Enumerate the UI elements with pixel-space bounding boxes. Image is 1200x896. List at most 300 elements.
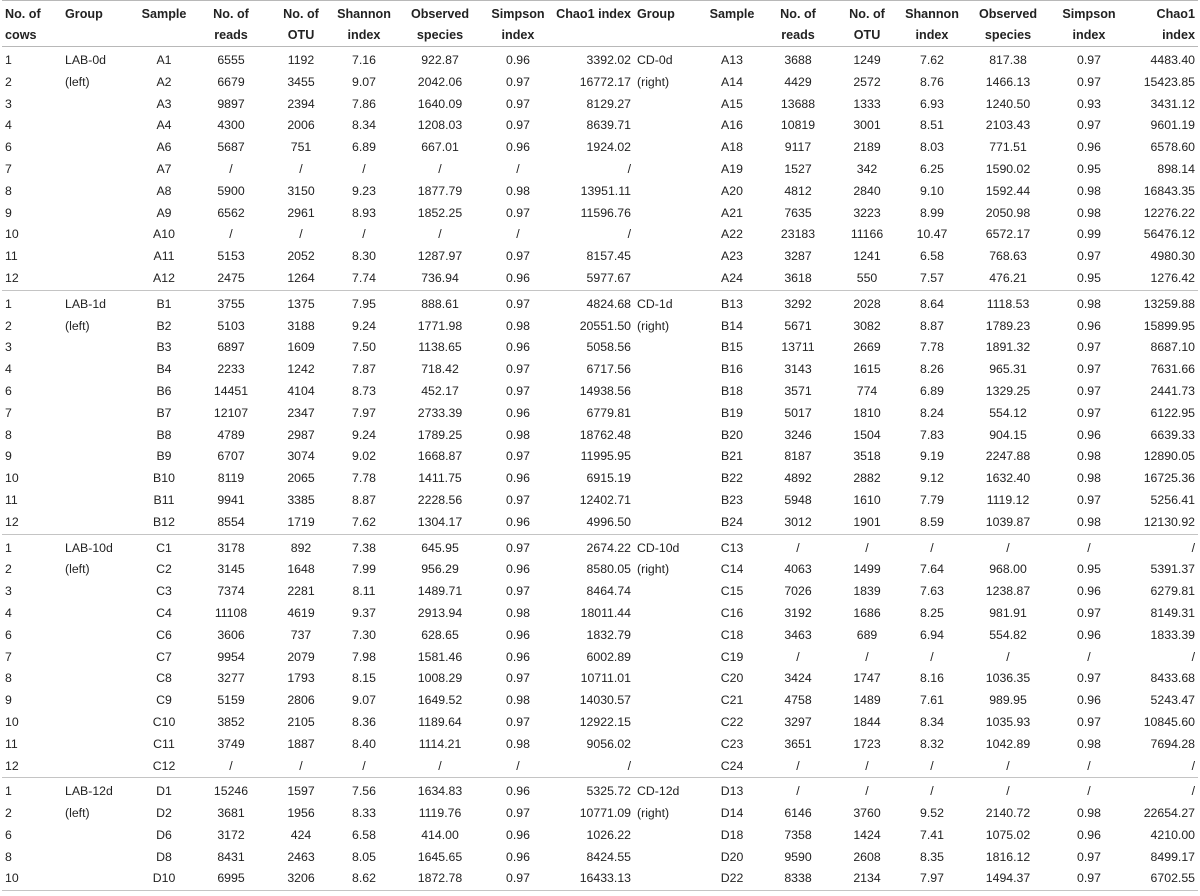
cell: 0.97 bbox=[506, 296, 530, 311]
cell: 12402.71 bbox=[579, 492, 631, 507]
cell: 8424.55 bbox=[586, 849, 631, 864]
cell: D10 bbox=[134, 868, 194, 890]
table-row bbox=[2, 625, 1198, 647]
cow-number: 1 bbox=[5, 540, 12, 555]
cell: 0.97 bbox=[486, 868, 550, 890]
cell: 14451 bbox=[213, 383, 249, 398]
cell: B22 bbox=[721, 471, 743, 486]
group-empty bbox=[62, 825, 134, 847]
cell: 8187 bbox=[784, 449, 812, 464]
cell: 0.96 bbox=[1077, 693, 1101, 708]
cell: 9941 bbox=[217, 492, 245, 507]
cell: / bbox=[1087, 784, 1091, 799]
cow-number: 2 bbox=[5, 318, 12, 333]
cell: D2 bbox=[156, 806, 172, 821]
cell: / bbox=[516, 161, 520, 176]
cell: 7374 bbox=[217, 584, 245, 599]
cell: 8.11 bbox=[352, 584, 376, 599]
table-row bbox=[2, 246, 1198, 268]
cell: 6572.17 bbox=[985, 227, 1031, 242]
cell: 8.87 bbox=[352, 492, 376, 507]
group-empty bbox=[634, 359, 702, 381]
cell: 2475 bbox=[194, 268, 268, 290]
cell: 2961 bbox=[287, 205, 315, 220]
cell: 768.63 bbox=[989, 249, 1027, 264]
cell: 737 bbox=[290, 627, 312, 642]
group-label: LAB-0d bbox=[65, 53, 107, 67]
table-row bbox=[2, 47, 1198, 72]
cell: / bbox=[964, 756, 1052, 778]
group-empty bbox=[634, 868, 702, 890]
cell: B4 bbox=[156, 362, 172, 377]
cell: 0.96 bbox=[506, 849, 530, 864]
cell: 0.97 bbox=[1077, 340, 1101, 355]
cell: B20 bbox=[721, 427, 743, 442]
cell: 8149.31 bbox=[1150, 605, 1195, 620]
cell: 1026.22 bbox=[586, 827, 631, 842]
cell: A9 bbox=[156, 205, 172, 220]
cell: 18762.48 bbox=[579, 427, 631, 442]
table-row bbox=[2, 290, 1198, 315]
cell: / bbox=[394, 756, 486, 778]
cell: 8464.74 bbox=[586, 584, 631, 599]
cell: 9897 bbox=[217, 96, 245, 111]
table-body bbox=[2, 47, 1198, 891]
cell: B1 bbox=[156, 296, 172, 311]
cell: 0.98 bbox=[506, 605, 530, 620]
group-side: (right) bbox=[637, 806, 670, 821]
cell: 1887 bbox=[287, 736, 315, 751]
cell: / bbox=[1052, 756, 1126, 778]
group-empty bbox=[634, 203, 702, 225]
cell: 7.64 bbox=[920, 562, 944, 577]
cell: / bbox=[268, 756, 334, 778]
cell: 0.97 bbox=[506, 249, 530, 264]
header-row bbox=[2, 1, 1198, 47]
cell: 3681 bbox=[217, 806, 245, 821]
cell: 1527 bbox=[784, 161, 812, 176]
cell: 645.95 bbox=[421, 540, 459, 555]
cell: 2006 bbox=[287, 118, 315, 133]
cell: 6146 bbox=[784, 806, 812, 821]
cell: 1901 bbox=[834, 512, 900, 534]
cell: 2189 bbox=[853, 140, 881, 155]
cell: 3688 bbox=[784, 53, 812, 67]
cell: 3385 bbox=[287, 492, 315, 507]
cell: 9.02 bbox=[352, 449, 376, 464]
group-empty bbox=[634, 825, 702, 847]
group-empty bbox=[62, 137, 134, 159]
cell: 8.73 bbox=[352, 383, 376, 398]
cell: 3001 bbox=[853, 118, 881, 133]
cell: 0.98 bbox=[1077, 183, 1101, 198]
group-empty bbox=[62, 246, 134, 268]
cell: 10845.60 bbox=[1143, 714, 1195, 729]
cell: 0.98 bbox=[1077, 736, 1101, 751]
cell: 10771.09 bbox=[579, 806, 631, 821]
cow-number: 4 bbox=[5, 605, 12, 620]
table-row bbox=[2, 203, 1198, 225]
cell: 3277 bbox=[217, 671, 245, 686]
cell: C1 bbox=[156, 540, 172, 555]
group-empty bbox=[634, 115, 702, 137]
cell: 8499.17 bbox=[1150, 849, 1195, 864]
cell: 7.62 bbox=[920, 53, 944, 67]
cell: 2913.94 bbox=[417, 605, 463, 620]
cell: C16 bbox=[720, 605, 744, 620]
cell: 16725.36 bbox=[1143, 471, 1195, 486]
cell: A22 bbox=[721, 227, 743, 242]
cell: 3145 bbox=[217, 562, 245, 577]
cell: 2052 bbox=[287, 249, 315, 264]
table-row bbox=[2, 72, 1198, 94]
table-row bbox=[2, 316, 1198, 338]
cell: 550 bbox=[834, 268, 900, 290]
group-empty bbox=[634, 581, 702, 603]
cell: 2028 bbox=[853, 296, 881, 311]
cell: 1189.64 bbox=[418, 714, 462, 729]
cell: 888.61 bbox=[421, 296, 459, 311]
cell: 10.47 bbox=[916, 227, 948, 242]
cell: 5671 bbox=[784, 318, 812, 333]
cow-number: 1 bbox=[5, 784, 12, 799]
cell: 0.96 bbox=[1077, 627, 1101, 642]
cell: 771.51 bbox=[989, 140, 1027, 155]
cell: 7.62 bbox=[334, 512, 394, 534]
cell: 2463 bbox=[287, 849, 315, 864]
cow-number: 8 bbox=[5, 183, 12, 198]
cell: 3206 bbox=[268, 868, 334, 890]
cell: 6.93 bbox=[920, 96, 944, 111]
cell: 0.96 bbox=[506, 340, 530, 355]
cell: 5948 bbox=[784, 492, 812, 507]
cell: 15899.95 bbox=[1143, 318, 1195, 333]
cell: 1789.23 bbox=[985, 318, 1031, 333]
group-empty bbox=[62, 446, 134, 468]
cell: 1192 bbox=[287, 53, 315, 67]
cell: 1839 bbox=[853, 584, 881, 599]
header-observed-left: Observed species bbox=[394, 1, 486, 47]
cell: C22 bbox=[720, 714, 744, 729]
cell: 968.00 bbox=[989, 562, 1027, 577]
table-row bbox=[2, 803, 1198, 825]
cell: B8 bbox=[156, 427, 172, 442]
cell: 817.38 bbox=[989, 53, 1027, 67]
cell: C10 bbox=[152, 714, 176, 729]
cell: 7.38 bbox=[352, 540, 376, 555]
cell: 0.98 bbox=[1077, 449, 1101, 464]
cell: 0.95 bbox=[1077, 161, 1101, 176]
cell: 5017 bbox=[784, 405, 812, 420]
cell: 7631.66 bbox=[1150, 362, 1195, 377]
table-row bbox=[2, 756, 1198, 778]
cell: 8129.27 bbox=[586, 96, 631, 111]
cell: C11 bbox=[153, 736, 175, 751]
cell: 8.24 bbox=[920, 405, 944, 420]
cell: 1872.78 bbox=[394, 868, 486, 890]
cow-number: 4 bbox=[5, 362, 12, 377]
group-side: (left) bbox=[65, 806, 90, 821]
cell: B11 bbox=[153, 492, 175, 507]
cow-number: 7 bbox=[5, 161, 12, 176]
cell: 0.96 bbox=[1077, 827, 1101, 842]
cell: 4619 bbox=[287, 605, 315, 620]
cell: 989.95 bbox=[989, 693, 1027, 708]
group-empty bbox=[62, 203, 134, 225]
cell: 1891.32 bbox=[985, 340, 1031, 355]
cell: 1042.89 bbox=[985, 736, 1031, 751]
cell: 0.97 bbox=[1077, 118, 1101, 133]
cell: 1489 bbox=[853, 693, 881, 708]
table-row bbox=[2, 224, 1198, 246]
cell: 1240.50 bbox=[985, 96, 1031, 111]
cell: 5243.47 bbox=[1150, 693, 1195, 708]
header-group-right: Group bbox=[634, 1, 702, 47]
cow-number: 6 bbox=[5, 140, 12, 155]
cell: 9.23 bbox=[352, 183, 376, 198]
cell: 8687.10 bbox=[1150, 340, 1195, 355]
cow-number: 2 bbox=[5, 806, 12, 821]
cell: 3188 bbox=[287, 318, 315, 333]
cell: 1719 bbox=[268, 512, 334, 534]
cell: 3012 bbox=[762, 512, 834, 534]
cell: 7.78 bbox=[352, 471, 376, 486]
cell: 3074 bbox=[287, 449, 315, 464]
cell: 904.15 bbox=[989, 427, 1027, 442]
cell: 12890.05 bbox=[1143, 449, 1195, 464]
cell: 1789.25 bbox=[417, 427, 463, 442]
cell: 0.97 bbox=[506, 362, 530, 377]
cell: 5325.72 bbox=[586, 784, 631, 799]
cell: D20 bbox=[720, 849, 744, 864]
cell: 6995 bbox=[194, 868, 268, 890]
cell: B21 bbox=[721, 449, 743, 464]
cell: 1119.76 bbox=[418, 806, 462, 821]
cell: 2674.22 bbox=[586, 540, 631, 555]
cell: 5058.56 bbox=[586, 340, 631, 355]
cell: 1844 bbox=[853, 714, 881, 729]
cell: 1592.44 bbox=[985, 183, 1031, 198]
cell: 6.58 bbox=[352, 827, 376, 842]
group-empty bbox=[62, 403, 134, 425]
group-empty bbox=[62, 94, 134, 116]
header-chao1-left: Chao1 index bbox=[550, 1, 634, 47]
cell: 3297 bbox=[784, 714, 812, 729]
cell: 2987 bbox=[287, 427, 315, 442]
cell: 7.99 bbox=[352, 562, 376, 577]
cell: 1138.65 bbox=[418, 340, 462, 355]
cell: 6.89 bbox=[920, 383, 944, 398]
header-reads-left: No. of reads bbox=[194, 1, 268, 47]
cell: 9.10 bbox=[920, 183, 944, 198]
cell: 11995.95 bbox=[580, 449, 631, 464]
cell: 4300 bbox=[217, 118, 245, 133]
cell: 7.41 bbox=[920, 827, 944, 842]
cell: A10 bbox=[153, 227, 175, 242]
cell: 8.26 bbox=[920, 362, 944, 377]
group-empty bbox=[634, 712, 702, 734]
cell: 8.93 bbox=[352, 205, 376, 220]
cow-number: 2 bbox=[5, 74, 12, 89]
group-empty bbox=[62, 115, 134, 137]
cell: / bbox=[1087, 540, 1091, 555]
cell: B15 bbox=[721, 340, 743, 355]
cell: 7694.28 bbox=[1150, 736, 1195, 751]
cell: / bbox=[1006, 784, 1010, 799]
cell: A21 bbox=[721, 205, 743, 220]
cell: / bbox=[1006, 649, 1010, 664]
cell: 0.97 bbox=[1077, 53, 1101, 67]
cell: 667.01 bbox=[421, 140, 459, 155]
cell: 0.96 bbox=[506, 405, 530, 420]
group-side: (right) bbox=[637, 318, 670, 333]
cell: D13 bbox=[720, 784, 744, 799]
cell: 1832.79 bbox=[586, 627, 631, 642]
cell: 0.96 bbox=[486, 268, 550, 290]
cell: 1924.02 bbox=[586, 140, 631, 155]
cell: 6702.55 bbox=[1126, 868, 1198, 890]
cell: A11 bbox=[153, 249, 175, 264]
cell: 1499 bbox=[853, 562, 881, 577]
header-chao1-right: Chao1 index bbox=[1126, 1, 1198, 47]
cell: 3760 bbox=[853, 806, 881, 821]
cell: 0.93 bbox=[1077, 96, 1101, 111]
cell: 0.97 bbox=[506, 205, 530, 220]
cell: 956.29 bbox=[421, 562, 459, 577]
cell: 5687 bbox=[217, 140, 245, 155]
cell: 922.87 bbox=[421, 53, 459, 67]
cow-number: 10 bbox=[2, 868, 62, 890]
group-label: LAB-10d bbox=[65, 540, 113, 555]
cell: / bbox=[796, 540, 800, 555]
cell: B3 bbox=[156, 340, 172, 355]
cell: 14030.57 bbox=[579, 693, 631, 708]
header-observed-right: Observed species bbox=[964, 1, 1052, 47]
cell: 8.64 bbox=[920, 296, 944, 311]
cell: 6122.95 bbox=[1150, 405, 1195, 420]
cell: 1035.93 bbox=[985, 714, 1031, 729]
cell: 8119 bbox=[217, 471, 245, 486]
cell: 1581.46 bbox=[417, 649, 463, 664]
cell: 0.97 bbox=[506, 806, 530, 821]
group-empty bbox=[62, 734, 134, 756]
cell: A24 bbox=[702, 268, 762, 290]
cell: 1634.83 bbox=[417, 784, 463, 799]
cell: B2 bbox=[156, 318, 172, 333]
cow-number: 9 bbox=[5, 449, 12, 464]
cell: / bbox=[334, 756, 394, 778]
cell: 1118.53 bbox=[986, 296, 1030, 311]
cell: 6.89 bbox=[352, 140, 376, 155]
cell: 0.96 bbox=[1077, 427, 1101, 442]
cell: 9601.19 bbox=[1150, 118, 1195, 133]
cell: C24 bbox=[702, 756, 762, 778]
group-empty bbox=[62, 468, 134, 490]
cell: 6279.81 bbox=[1150, 584, 1195, 599]
cell: 13259.88 bbox=[1143, 296, 1195, 311]
cell: A3 bbox=[156, 96, 172, 111]
cell: 4210.00 bbox=[1150, 827, 1195, 842]
group-empty bbox=[62, 756, 134, 778]
cell: 424 bbox=[290, 827, 312, 842]
cell: 13688 bbox=[780, 96, 816, 111]
cell: 1411.75 bbox=[418, 471, 462, 486]
cell: 8639.71 bbox=[586, 118, 631, 133]
cell: 0.96 bbox=[506, 784, 530, 799]
cell: 2050.98 bbox=[985, 205, 1031, 220]
cell: C3 bbox=[156, 584, 172, 599]
group-empty bbox=[634, 756, 702, 778]
cell: A19 bbox=[721, 161, 743, 176]
group-empty bbox=[62, 668, 134, 690]
table-row bbox=[2, 337, 1198, 359]
group-side: (left) bbox=[65, 74, 90, 89]
cell: B19 bbox=[721, 405, 743, 420]
cell: 1632.40 bbox=[985, 471, 1031, 486]
cell: 5153 bbox=[217, 249, 245, 264]
cell: 6717.56 bbox=[586, 362, 631, 377]
cell: 0.98 bbox=[1077, 296, 1101, 311]
cell: 6679 bbox=[217, 74, 245, 89]
cell: 689 bbox=[856, 627, 878, 642]
cell: 8.87 bbox=[920, 318, 944, 333]
cell: 6.25 bbox=[920, 161, 944, 176]
cell: 15246 bbox=[213, 784, 249, 799]
table-row bbox=[2, 734, 1198, 756]
cell: 4104 bbox=[287, 383, 315, 398]
cell: / bbox=[627, 161, 631, 176]
header-otu-left: No. of OTU bbox=[268, 1, 334, 47]
cell: 2281 bbox=[287, 584, 315, 599]
cell: 6707 bbox=[217, 449, 245, 464]
group-empty bbox=[62, 359, 134, 381]
cell: 8.30 bbox=[352, 249, 376, 264]
cell: A18 bbox=[721, 140, 743, 155]
cell: 0.98 bbox=[506, 736, 530, 751]
cell: 0.96 bbox=[1077, 140, 1101, 155]
cell: 8.99 bbox=[920, 205, 944, 220]
cell: 1877.79 bbox=[417, 183, 463, 198]
cell: / bbox=[627, 227, 631, 242]
cell: 1494.37 bbox=[964, 868, 1052, 890]
cell: 9.52 bbox=[920, 806, 944, 821]
cell: D8 bbox=[156, 849, 172, 864]
cow-number: 3 bbox=[5, 96, 12, 111]
cell: 1504 bbox=[853, 427, 881, 442]
cell: B16 bbox=[721, 362, 743, 377]
cell: 892 bbox=[290, 540, 312, 555]
cell: 7.97 bbox=[352, 405, 376, 420]
cell: / bbox=[762, 756, 834, 778]
cell: A14 bbox=[721, 74, 743, 89]
group-empty bbox=[634, 734, 702, 756]
cell: 8.34 bbox=[352, 118, 376, 133]
table-row bbox=[2, 159, 1198, 181]
cow-number: 1 bbox=[5, 296, 12, 311]
group-empty bbox=[62, 159, 134, 181]
table-row bbox=[2, 534, 1198, 559]
cell: 8.40 bbox=[352, 736, 376, 751]
cell: 0.98 bbox=[506, 427, 530, 442]
cell: 1329.25 bbox=[985, 383, 1031, 398]
cell: 3223 bbox=[853, 205, 881, 220]
group-empty bbox=[634, 847, 702, 869]
table-row bbox=[2, 94, 1198, 116]
group-empty bbox=[62, 337, 134, 359]
cell: 7.83 bbox=[920, 427, 944, 442]
cell: 4980.30 bbox=[1150, 249, 1195, 264]
cell: 0.98 bbox=[1052, 512, 1126, 534]
